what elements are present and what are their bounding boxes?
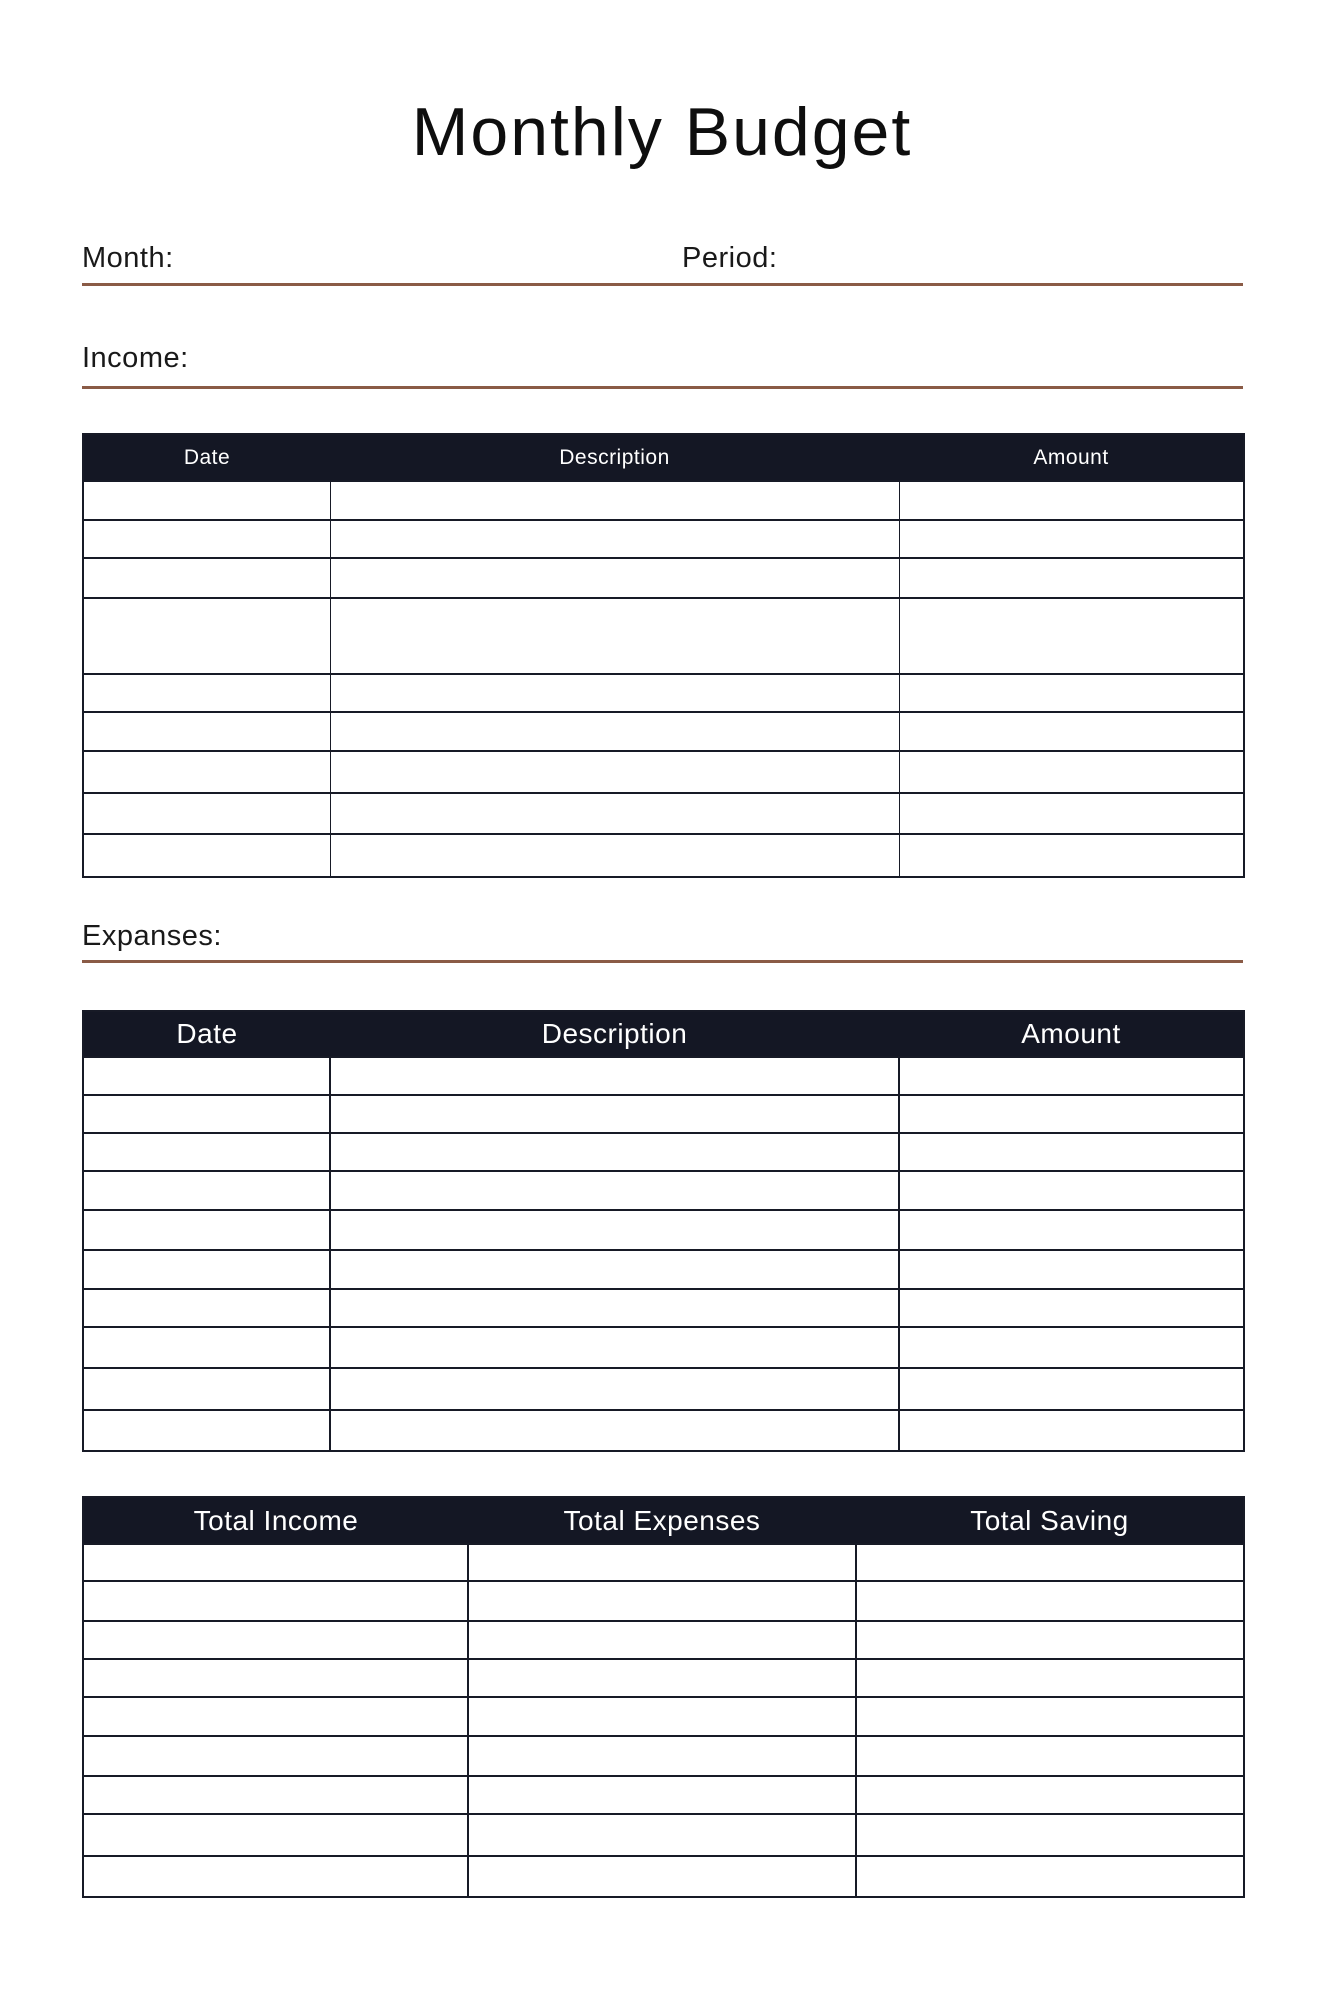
empty-cell <box>468 1581 856 1621</box>
income-col-header-amount: Amount <box>899 434 1244 481</box>
empty-cell <box>899 1289 1244 1327</box>
month-label: Month: <box>82 242 174 274</box>
summary-table-body <box>83 1544 1244 1897</box>
empty-cell <box>330 1327 899 1368</box>
summary-col-header-total-expenses: Total Expenses <box>468 1497 856 1544</box>
summary-table <box>82 1496 1245 1898</box>
empty-cell <box>899 481 1244 520</box>
table-row <box>83 1776 1244 1814</box>
empty-cell <box>899 1057 1244 1095</box>
empty-cell <box>83 1327 330 1368</box>
table-row <box>83 598 1244 674</box>
table-row <box>83 1057 1244 1095</box>
empty-cell <box>83 1289 330 1327</box>
empty-cell <box>899 1210 1244 1250</box>
empty-cell <box>83 520 330 558</box>
page-title: Monthly Budget <box>411 94 913 170</box>
table-row <box>83 1544 1244 1581</box>
summary-col-header-total-saving: Total Saving <box>856 1497 1244 1544</box>
table-row <box>83 1095 1244 1133</box>
table-row <box>83 1659 1244 1697</box>
empty-cell <box>899 674 1244 712</box>
table-row <box>83 1368 1244 1410</box>
empty-cell <box>899 712 1244 751</box>
empty-cell <box>330 1289 899 1327</box>
empty-cell <box>856 1736 1244 1776</box>
income-col-header-description: Description <box>330 434 899 481</box>
empty-cell <box>899 1133 1244 1171</box>
summary-col-header-total-income: Total Income <box>83 1497 468 1544</box>
empty-cell <box>330 558 899 598</box>
table-row <box>83 481 1244 520</box>
empty-cell <box>899 1095 1244 1133</box>
empty-cell <box>899 1327 1244 1368</box>
table-row <box>83 751 1244 793</box>
empty-cell <box>330 1210 899 1250</box>
expenses-underline <box>82 960 1243 963</box>
table-row <box>83 793 1244 834</box>
period-label: Period: <box>682 242 778 274</box>
table-row <box>83 834 1244 877</box>
empty-cell <box>899 598 1244 674</box>
table-row <box>83 1856 1244 1897</box>
empty-cell <box>83 598 330 674</box>
empty-cell <box>83 1095 330 1133</box>
empty-cell <box>83 1621 468 1659</box>
empty-cell <box>83 674 330 712</box>
income-col-header-date: Date <box>83 434 330 481</box>
table-row <box>83 520 1244 558</box>
empty-cell <box>856 1814 1244 1856</box>
empty-cell <box>468 1544 856 1581</box>
empty-cell <box>330 1171 899 1210</box>
empty-cell <box>856 1581 1244 1621</box>
empty-cell <box>899 1368 1244 1410</box>
empty-cell <box>83 834 330 877</box>
empty-cell <box>468 1659 856 1697</box>
empty-cell <box>899 834 1244 877</box>
table-row <box>83 1133 1244 1171</box>
empty-cell <box>330 481 899 520</box>
empty-cell <box>83 1133 330 1171</box>
table-row <box>83 1171 1244 1210</box>
empty-cell <box>83 751 330 793</box>
income-section-label: Income: <box>82 342 189 374</box>
empty-cell <box>83 558 330 598</box>
empty-cell <box>83 1210 330 1250</box>
empty-cell <box>83 1659 468 1697</box>
table-row <box>83 1621 1244 1659</box>
empty-cell <box>83 1814 468 1856</box>
income-table-body <box>83 481 1244 877</box>
empty-cell <box>856 1621 1244 1659</box>
empty-cell <box>330 520 899 558</box>
table-row <box>83 1736 1244 1776</box>
summary-table-header <box>83 1497 1244 1544</box>
empty-cell <box>83 1736 468 1776</box>
empty-cell <box>468 1736 856 1776</box>
empty-cell <box>899 793 1244 834</box>
empty-cell <box>330 1250 899 1289</box>
expenses-col-header-date: Date <box>83 1011 330 1057</box>
empty-cell <box>856 1856 1244 1897</box>
table-row <box>83 1250 1244 1289</box>
expenses-table-body <box>83 1057 1244 1451</box>
empty-cell <box>856 1776 1244 1814</box>
empty-cell <box>83 1776 468 1814</box>
empty-cell <box>468 1856 856 1897</box>
empty-cell <box>899 558 1244 598</box>
empty-cell <box>468 1697 856 1736</box>
empty-cell <box>330 1133 899 1171</box>
empty-cell <box>468 1814 856 1856</box>
empty-cell <box>330 793 899 834</box>
income-table <box>82 433 1245 878</box>
expenses-col-header-amount: Amount <box>899 1011 1244 1057</box>
expenses-table-header <box>83 1011 1244 1057</box>
empty-cell <box>856 1659 1244 1697</box>
empty-cell <box>83 1057 330 1095</box>
empty-cell <box>856 1544 1244 1581</box>
expenses-table <box>82 1010 1245 1452</box>
expenses-col-header-description: Description <box>330 1011 899 1057</box>
table-row <box>83 674 1244 712</box>
empty-cell <box>856 1697 1244 1736</box>
empty-cell <box>330 674 899 712</box>
empty-cell <box>899 751 1244 793</box>
empty-cell <box>83 1697 468 1736</box>
empty-cell <box>83 712 330 751</box>
empty-cell <box>83 1856 468 1897</box>
empty-cell <box>330 1368 899 1410</box>
table-row <box>83 1581 1244 1621</box>
table-row <box>83 1410 1244 1451</box>
empty-cell <box>83 1171 330 1210</box>
empty-cell <box>468 1621 856 1659</box>
table-row <box>83 1210 1244 1250</box>
table-row <box>83 1327 1244 1368</box>
empty-cell <box>83 1368 330 1410</box>
empty-cell <box>330 598 899 674</box>
income-table-header <box>83 434 1244 481</box>
empty-cell <box>899 1171 1244 1210</box>
empty-cell <box>468 1776 856 1814</box>
empty-cell <box>899 1410 1244 1451</box>
empty-cell <box>330 834 899 877</box>
empty-cell <box>83 1544 468 1581</box>
empty-cell <box>330 712 899 751</box>
empty-cell <box>330 1410 899 1451</box>
table-row <box>83 558 1244 598</box>
table-row <box>83 1697 1244 1736</box>
empty-cell <box>83 1581 468 1621</box>
month-period-underline <box>82 283 1243 286</box>
empty-cell <box>83 1410 330 1451</box>
empty-cell <box>330 1095 899 1133</box>
table-row <box>83 1814 1244 1856</box>
empty-cell <box>83 1250 330 1289</box>
empty-cell <box>330 751 899 793</box>
income-underline <box>82 386 1243 389</box>
table-row <box>83 712 1244 751</box>
table-row <box>83 1289 1244 1327</box>
empty-cell <box>899 520 1244 558</box>
empty-cell <box>330 1057 899 1095</box>
empty-cell <box>83 481 330 520</box>
empty-cell <box>83 793 330 834</box>
expenses-section-label: Expanses: <box>82 920 222 952</box>
empty-cell <box>899 1250 1244 1289</box>
